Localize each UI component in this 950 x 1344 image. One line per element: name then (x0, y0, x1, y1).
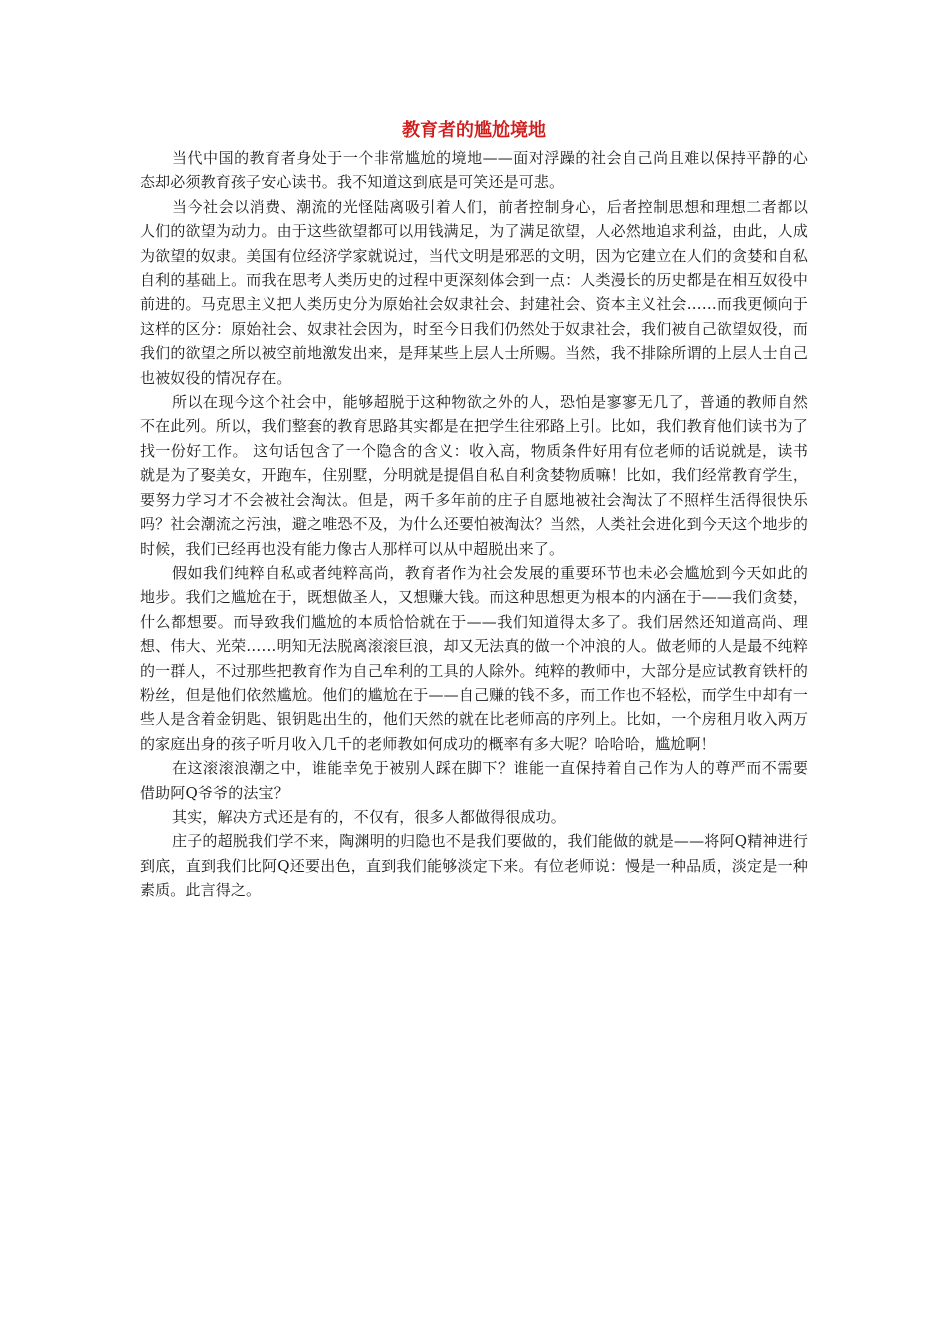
paragraph-7: 庄子的超脱我们学不来，陶渊明的归隐也不是我们要做的，我们能做的就是——将阿Q精神进行到底，直到我们比阿Q还要出色，直到我们能够淡定下来。有位老师说：慢是一种品质，淡定是一种素质。此言得之。 (140, 832, 808, 900)
document-title: 教育者的尴尬境地 (402, 120, 546, 141)
paragraph-3: 所以在现今这个社会中，能够超脱于这种物欲之外的人，恐怕是寥寥无几了，普通的教师自然不在此列。所以，我们整套的教育思路其实都是在把学生往邪路上引。比如，我们教育他们读书为了找一份好工作。 这句话包含了一个隐含的含义：收入高，物质条件好用有位老师的话说就是，读书就是为了娶美女，开跑车，住别墅，分明就是提倡自私自利贪婪物质嘛！比如，我们经常教育学生，要努力学习才不会被社会淘汰。但是，两千多年前的庄子自愿地被社会淘汰了不照样生活得很快乐吗？社会潮流之污浊，避之唯恐不及，为什么还要怕被淘汰？当然，人类社会进化到今天这个地步的时候，我们已经再也没有能力像古人那样可以从中超脱出来了。 (140, 393, 808, 558)
paragraph-1: 当代中国的教育者身处于一个非常尴尬的境地——面对浮躁的社会自己尚且难以保持平静的心态却必须教育孩子安心读书。我不知道这到底是可笑还是可悲。 (140, 149, 808, 192)
paragraph-5: 在这滚滚浪潮之中，谁能幸免于被别人踩在脚下？谁能一直保持着自己作为人的尊严而不需要借助阿Q爷爷的法宝？ (140, 759, 808, 802)
paragraph-6: 其实，解决方式还是有的，不仅有，很多人都做得很成功。 (172, 807, 566, 826)
document-page (140, 118, 808, 903)
paragraph-2: 当今社会以消费、潮流的光怪陆离吸引着人们，前者控制身心，后者控制思想和理想二者都以人们的欲望为动力。由于这些欲望都可以用钱满足，为了满足欲望，人必然地追求利益，由此，人成为欲望的奴隶。美国有位经济学家就说过，当代文明是邪恶的文明，因为它建立在人们的贪婪和自私自利的基础上。而我在思考人类历史的过程中更深刻体会到一点：人类漫长的历史都是在相互奴役中前进的。马克思主义把人类历史分为原始社会奴隶社会、封建社会、资本主义社会……而我更倾向于这样的区分：原始社会、奴隶社会因为，时至今日我们仍然处于奴隶社会，我们被自己欲望奴役，而我们的欲望之所以被空前地激发出来，是拜某些上层人士所赐。当然，我不排除所谓的上层人士自己也被奴役的情况存在。 (140, 197, 808, 387)
paragraph-4: 假如我们纯粹自私或者纯粹高尚，教育者作为社会发展的重要环节也未必会尴尬到今天如此的地步。我们之尴尬在于，既想做圣人，又想赚大钱。而这种思想更为根本的内涵在于——我们贪婪，什么都想要。而导致我们尴尬的本质恰恰就在于——我们知道得太多了。我们居然还知道高尚、理想、伟大、光荣……明知无法脱离滚滚巨浪，却又无法真的做一个冲浪的人。做老师的人是最不纯粹的一群人，不过那些把教育作为自己牟利的工具的人除外。纯粹的教师中，大部分是应试教育铁杆的粉丝，但是他们依然尴尬。他们的尴尬在于——自己赚的钱不多，而工作也不轻松，而学生中却有一些人是含着金钥匙、银钥匙出生的，他们天然的就在比老师高的序列上。比如，一个房租月收入两万的家庭出身的孩子听月收入几千的老师教如何成功的概率有多大呢？哈哈哈，尴尬啊！ (140, 563, 808, 753)
